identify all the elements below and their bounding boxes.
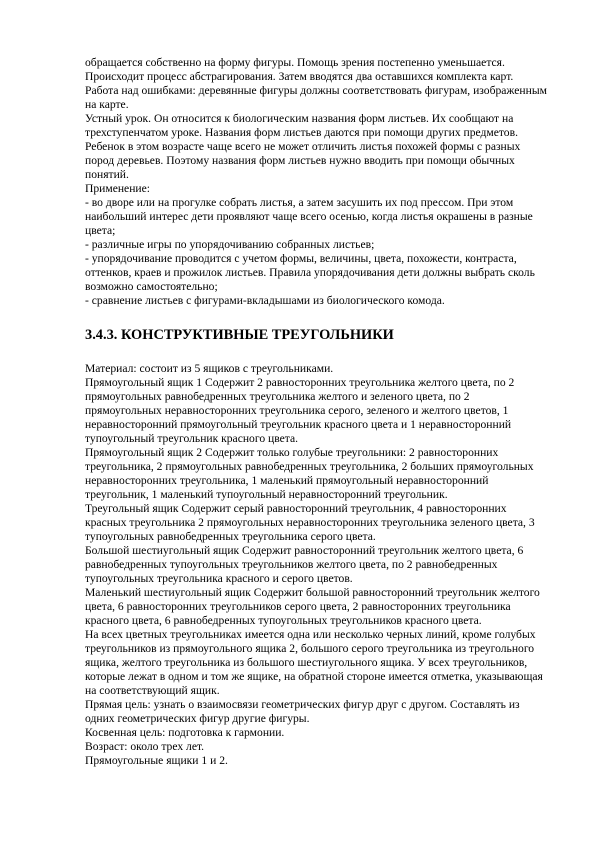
paragraph: Косвенная цель: подготовка к гармонии. (85, 726, 285, 739)
paragraph: Треугольный ящик Содержит серый равносторонний треугольник, 4 равносторонних красных треугольника 2 прямоугольных неравносторонних треугольника зеленого цвета, 3 тупоугольных равнобедренных треугольника серого цвета. (85, 502, 535, 543)
paragraph: Работа над ошибками: деревянные фигуры должны соответствовать фигурам, изображенным на карте. (85, 84, 547, 111)
paragraph: Прямоугольный ящик 1 Содержит 2 равносторонних треугольника желтого цвета, по 2 прямоугольных равнобедренных треугольника желтого и зеленого цвета, по 2 прямоугольных неравносторонних треугольника серого, зеленого и желтого цветов, 1 неравносторонний прямоугольный треугольник красного цвета и 1 неравносторонний тупоугольный треугольник красного цвета. (85, 376, 515, 445)
list-item: - сравнение листьев с фигурами-вкладышами из биологического комода. (85, 294, 445, 307)
paragraph: Прямоугольный ящик 2 Содержит только голубые треугольники: 2 равносторонних треугольника, 2 прямоугольных равнобедренных треугольника, 2 больших прямоугольных неравносторонних треугольника, 1 маленький прямоугольный неравносторонний треугольник, 1 маленький тупоугольный неравносторонний треугольник. (85, 446, 534, 501)
paragraph: Большой шестиугольный ящик Содержит равносторонний треугольник желтого цвета, 6 равнобедренных тупоугольных треугольников желтого цвета, по 2 равнобедренных тупоугольных треугольника красного и серого цветов. (85, 544, 524, 585)
paragraph: Прямоугольные ящики 1 и 2. (85, 754, 228, 767)
paragraph: Применение: (85, 182, 150, 195)
list-item: - упорядочивание проводится с учетом формы, величины, цвета, похожести, контраста, оттенков, краев и прожилок листьев. Правила упорядочивания дети должны выбрать сколь возможно самостоятельно; (85, 252, 535, 293)
section-heading: 3.4.3. КОНСТРУКТИВНЫЕ ТРЕУГОЛЬНИКИ (85, 327, 394, 343)
list-item: - различные игры по упорядочиванию собранных листьев; (85, 238, 375, 251)
paragraph: Материал: состоит из 5 ящиков с треугольниками. (85, 362, 334, 375)
paragraph: Происходит процесс абстрагирования. Затем вводятся два оставшихся комплекта карт. (85, 70, 514, 83)
page-content (85, 56, 547, 768)
paragraph: Маленький шестиугольный ящик Содержит большой равносторонний треугольник желтого цвета, 6 равносторонних треугольников серого цвета, 2 равносторонних треугольника красного цвета, 6 равнобедренных тупоугольных треугольников красного цвета. (85, 586, 540, 627)
paragraph: На всех цветных треугольниках имеется одна или несколько черных линий, кроме голубых треугольников из прямоугольного ящика 2, большого серого треугольника из треугольного ящика, желтого треугольника из большого шестиугольного ящика. У всех треугольников, которые лежат в одном и том же ящике, на обратной стороне имеется отметка, указывающая на соответствующий ящик. (85, 628, 543, 697)
paragraph: обращается собственно на форму фигуры. Помощь зрения постепенно уменьшается. (85, 56, 505, 69)
paragraph: Устный урок. Он относится к биологическим названия форм листьев. Их сообщают на трехступенчатом уроке. Названия форм листьев даются при помощи других предметов. Ребенок в этом возрасте чаще всего не может отличить листья похожей формы с разных пород деревьев. Поэтому названия форм листьев нужно вводить при помощи обычных понятий. (85, 112, 521, 181)
paragraph: Возраст: около трех лет. (85, 740, 205, 753)
paragraph: Прямая цель: узнать о взаимосвязи геометрических фигур друг с другом. Составлять из одних геометрических фигур другие фигуры. (85, 698, 520, 725)
list-item: - во дворе или на прогулке собрать листья, а затем засушить их под прессом. При этом наибольший интерес дети проявляют чаще всего осенью, когда листья окрашены в разные цвета; (85, 196, 533, 237)
